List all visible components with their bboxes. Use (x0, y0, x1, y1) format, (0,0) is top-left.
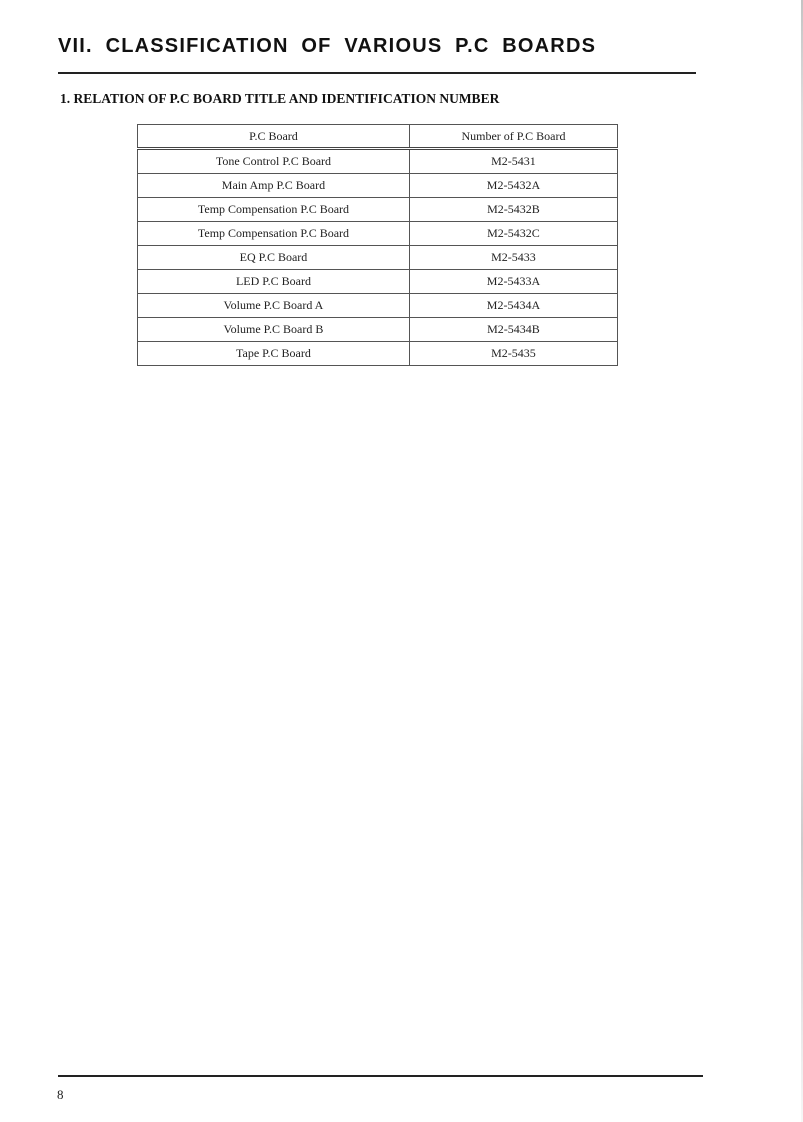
board-number-cell: M2-5432C (409, 222, 617, 246)
board-name-cell: EQ P.C Board (138, 246, 410, 270)
header-pc-board: P.C Board (138, 125, 410, 149)
table-row (138, 318, 618, 342)
board-name-cell: Tape P.C Board (138, 342, 410, 366)
table-row (138, 246, 618, 270)
title-divider (58, 72, 696, 74)
board-name-cell: Volume P.C Board A (138, 294, 410, 318)
board-number-cell: M2-5433 (409, 246, 617, 270)
board-name-cell: Temp Compensation P.C Board (138, 222, 410, 246)
board-number-cell: M2-5435 (409, 342, 617, 366)
table-row (138, 270, 618, 294)
board-name-cell: Temp Compensation P.C Board (138, 198, 410, 222)
pc-board-table (137, 124, 618, 366)
table-row (138, 149, 618, 174)
board-number-cell: M2-5434B (409, 318, 617, 342)
board-name-cell: Volume P.C Board B (138, 318, 410, 342)
board-number-cell: M2-5432A (409, 174, 617, 198)
table-row (138, 198, 618, 222)
section-heading: 1. RELATION OF P.C BOARD TITLE AND IDENTIFICATION NUMBER (60, 91, 500, 106)
board-number-cell: M2-5434A (409, 294, 617, 318)
board-name-cell: Tone Control P.C Board (138, 149, 410, 174)
table-row (138, 174, 618, 198)
table-row (138, 294, 618, 318)
header-board-number: Number of P.C Board (409, 125, 617, 149)
board-number-cell: M2-5433A (409, 270, 617, 294)
page-title: VII. CLASSIFICATION OF VARIOUS P.C BOARDS (58, 35, 597, 57)
board-name-cell: LED P.C Board (138, 270, 410, 294)
footer-divider (58, 1075, 703, 1077)
board-number-cell: M2-5431 (409, 149, 617, 174)
page-number: 8 (57, 1087, 64, 1102)
table-row (138, 222, 618, 246)
board-name-cell: Main Amp P.C Board (138, 174, 410, 198)
board-number-cell: M2-5432B (409, 198, 617, 222)
table-header-row (138, 125, 618, 149)
table-row (138, 342, 618, 366)
